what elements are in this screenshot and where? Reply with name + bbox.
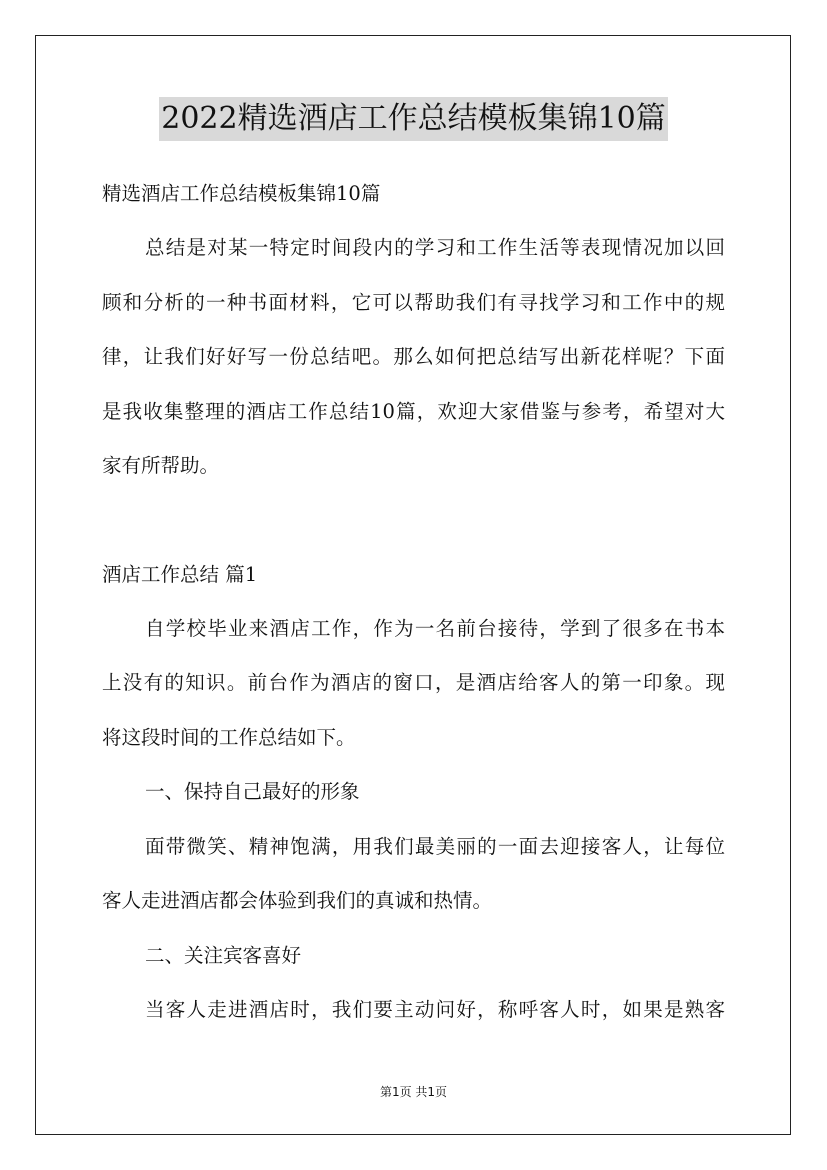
intro-line: 家有所帮助。 bbox=[102, 454, 220, 477]
title-container bbox=[0, 97, 827, 141]
body-heading: 一、保持自己最好的形象 bbox=[145, 780, 360, 803]
body-line: 面带微笑、精神饱满，用我们最美丽的一面去迎接客人，让每位 bbox=[145, 835, 725, 858]
document-title: 2022精选酒店工作总结模板集锦10篇 bbox=[159, 97, 668, 141]
body-heading: 二、关注宾客喜好 bbox=[145, 944, 302, 967]
page-number: 第1页 共1页 bbox=[379, 1085, 448, 1099]
intro-line: 顾和分析的一种书面材料，它可以帮助我们有寻找学习和工作中的规 bbox=[102, 291, 725, 314]
intro-line: 是我收集整理的酒店工作总结10篇，欢迎大家借鉴与参考，希望对大 bbox=[102, 400, 725, 423]
body-line: 上没有的知识。前台作为酒店的窗口，是酒店给客人的第一印象。现 bbox=[102, 671, 725, 694]
body-line: 客人走进酒店都会体验到我们的真诚和热情。 bbox=[102, 889, 493, 912]
section-heading: 酒店工作总结 篇1 bbox=[102, 563, 258, 586]
intro-line: 律，让我们好好写一份总结吧。那么如何把总结写出新花样呢？下面 bbox=[102, 345, 725, 368]
body-line: 当客人走进酒店时，我们要主动问好，称呼客人时，如果是熟客 bbox=[145, 998, 725, 1021]
body-line: 自学校毕业来酒店工作，作为一名前台接待，学到了很多在书本 bbox=[145, 617, 725, 640]
body-line: 将这段时间的工作总结如下。 bbox=[102, 726, 356, 749]
document-subtitle: 精选酒店工作总结模板集锦10篇 bbox=[102, 182, 381, 205]
intro-line: 总结是对某一特定时间段内的学习和工作生活等表现情况加以回 bbox=[145, 236, 725, 259]
